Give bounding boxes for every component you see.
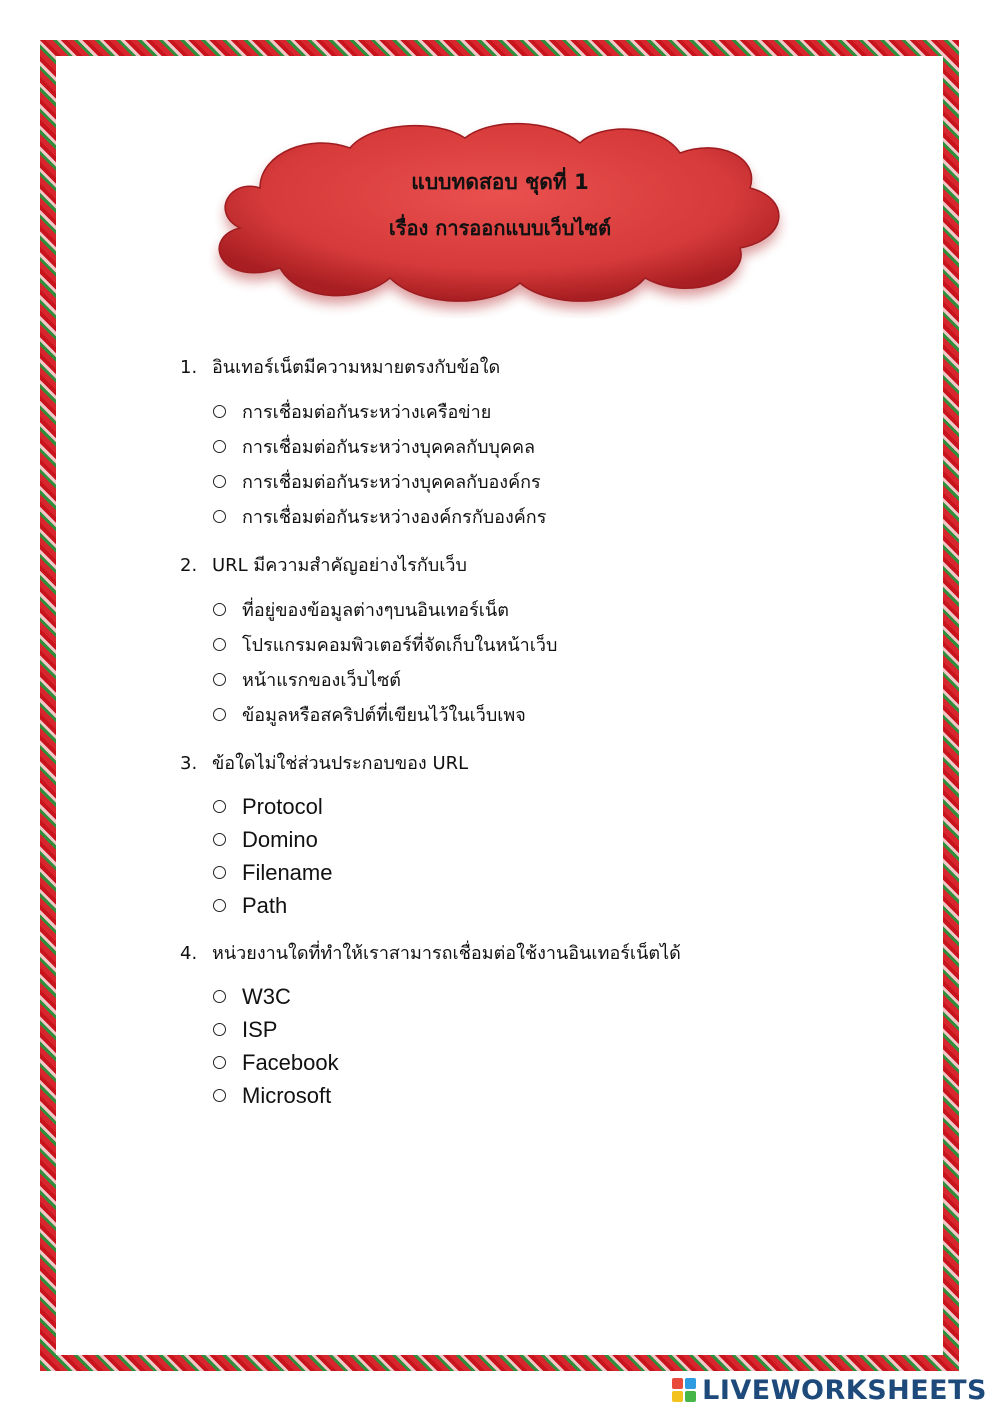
- question-header: [180, 548, 830, 584]
- option-label: Microsoft: [242, 1082, 332, 1108]
- question-number: 3.: [180, 753, 198, 774]
- radio-circle-icon[interactable]: [213, 510, 226, 523]
- option-list: [213, 394, 830, 534]
- radio-circle-icon[interactable]: [213, 800, 226, 813]
- question-number: 2.: [180, 555, 198, 576]
- option-label: การเชื่อมต่อกันระหว่างองค์กรกับองค์กร: [242, 507, 547, 528]
- option-item[interactable]: [213, 1079, 830, 1112]
- option-label: ข้อมูลหรือสคริปต์ที่เขียนไว้ในเว็บเพจ: [242, 705, 526, 726]
- option-label: โปรแกรมคอมพิวเตอร์ที่จัดเก็บในหน้าเว็บ: [242, 635, 558, 656]
- option-item[interactable]: [213, 823, 830, 856]
- radio-circle-icon[interactable]: [213, 708, 226, 721]
- option-item[interactable]: [213, 1013, 830, 1046]
- option-label: Filename: [242, 859, 333, 885]
- option-item[interactable]: [213, 790, 830, 823]
- option-label: W3C: [242, 983, 291, 1009]
- radio-circle-icon[interactable]: [213, 1023, 226, 1036]
- radio-circle-icon[interactable]: [213, 673, 226, 686]
- option-label: Path: [242, 892, 288, 918]
- question-header: [180, 746, 830, 782]
- question-3: [180, 746, 830, 922]
- title-cloud: [190, 118, 810, 318]
- question-4: [180, 936, 830, 1112]
- question-text: ข้อใดไม่ใช่ส่วนประกอบของ URL: [212, 753, 469, 774]
- radio-circle-icon[interactable]: [213, 1089, 226, 1102]
- option-label: ISP: [242, 1016, 278, 1042]
- option-label: การเชื่อมต่อกันระหว่างบุคคลกับองค์กร: [242, 472, 541, 493]
- option-list: [213, 980, 830, 1112]
- option-item[interactable]: [213, 662, 830, 697]
- radio-circle-icon[interactable]: [213, 405, 226, 418]
- radio-circle-icon[interactable]: [213, 1056, 226, 1069]
- question-text: หน่วยงานใดที่ทำให้เราสามารถเชื่อมต่อใช้งานอินเทอร์เน็ตได้: [212, 943, 681, 964]
- radio-circle-icon[interactable]: [213, 475, 226, 488]
- option-item[interactable]: [213, 592, 830, 627]
- logo-squares-icon: [672, 1378, 696, 1402]
- question-2: [180, 548, 830, 732]
- radio-circle-icon[interactable]: [213, 866, 226, 879]
- question-text: URL มีความสำคัญอย่างไรกับเว็บ: [212, 555, 467, 576]
- option-item[interactable]: [213, 499, 830, 534]
- option-item[interactable]: [213, 627, 830, 662]
- question-number: 1.: [180, 357, 198, 378]
- option-item[interactable]: [213, 1046, 830, 1079]
- option-list: [213, 790, 830, 922]
- option-item[interactable]: [213, 429, 830, 464]
- option-label: Facebook: [242, 1049, 339, 1075]
- option-item[interactable]: [213, 980, 830, 1013]
- radio-circle-icon[interactable]: [213, 440, 226, 453]
- liveworksheets-logo[interactable]: [672, 1373, 987, 1407]
- option-label: การเชื่อมต่อกันระหว่างบุคคลกับบุคคล: [242, 437, 536, 458]
- worksheet-title: แบบทดสอบ ชุดที่ 1: [411, 170, 589, 194]
- option-label: การเชื่อมต่อกันระหว่างเครือข่าย: [242, 402, 492, 423]
- option-item[interactable]: [213, 394, 830, 429]
- radio-circle-icon[interactable]: [213, 603, 226, 616]
- option-list: [213, 592, 830, 732]
- option-item[interactable]: [213, 464, 830, 499]
- question-header: [180, 350, 830, 386]
- option-label: ที่อยู่ของข้อมูลต่างๆบนอินเทอร์เน็ต: [242, 600, 509, 621]
- radio-circle-icon[interactable]: [213, 899, 226, 912]
- question-number: 4.: [180, 943, 198, 964]
- option-item[interactable]: [213, 889, 830, 922]
- option-item[interactable]: [213, 856, 830, 889]
- option-item[interactable]: [213, 697, 830, 732]
- question-header: [180, 936, 830, 972]
- option-label: หน้าแรกของเว็บไซต์: [242, 670, 401, 691]
- question-text: อินเทอร์เน็ตมีความหมายตรงกับข้อใด: [212, 357, 501, 378]
- question-1: [180, 350, 830, 534]
- option-label: Domino: [242, 826, 318, 852]
- option-label: Protocol: [242, 793, 323, 819]
- worksheet-subtitle: เรื่อง การออกแบบเว็บไซต์: [388, 216, 612, 240]
- radio-circle-icon[interactable]: [213, 638, 226, 651]
- question-list: [180, 350, 830, 1126]
- radio-circle-icon[interactable]: [213, 990, 226, 1003]
- radio-circle-icon[interactable]: [213, 833, 226, 846]
- logo-text: LIVEWORKSHEETS: [702, 1374, 987, 1406]
